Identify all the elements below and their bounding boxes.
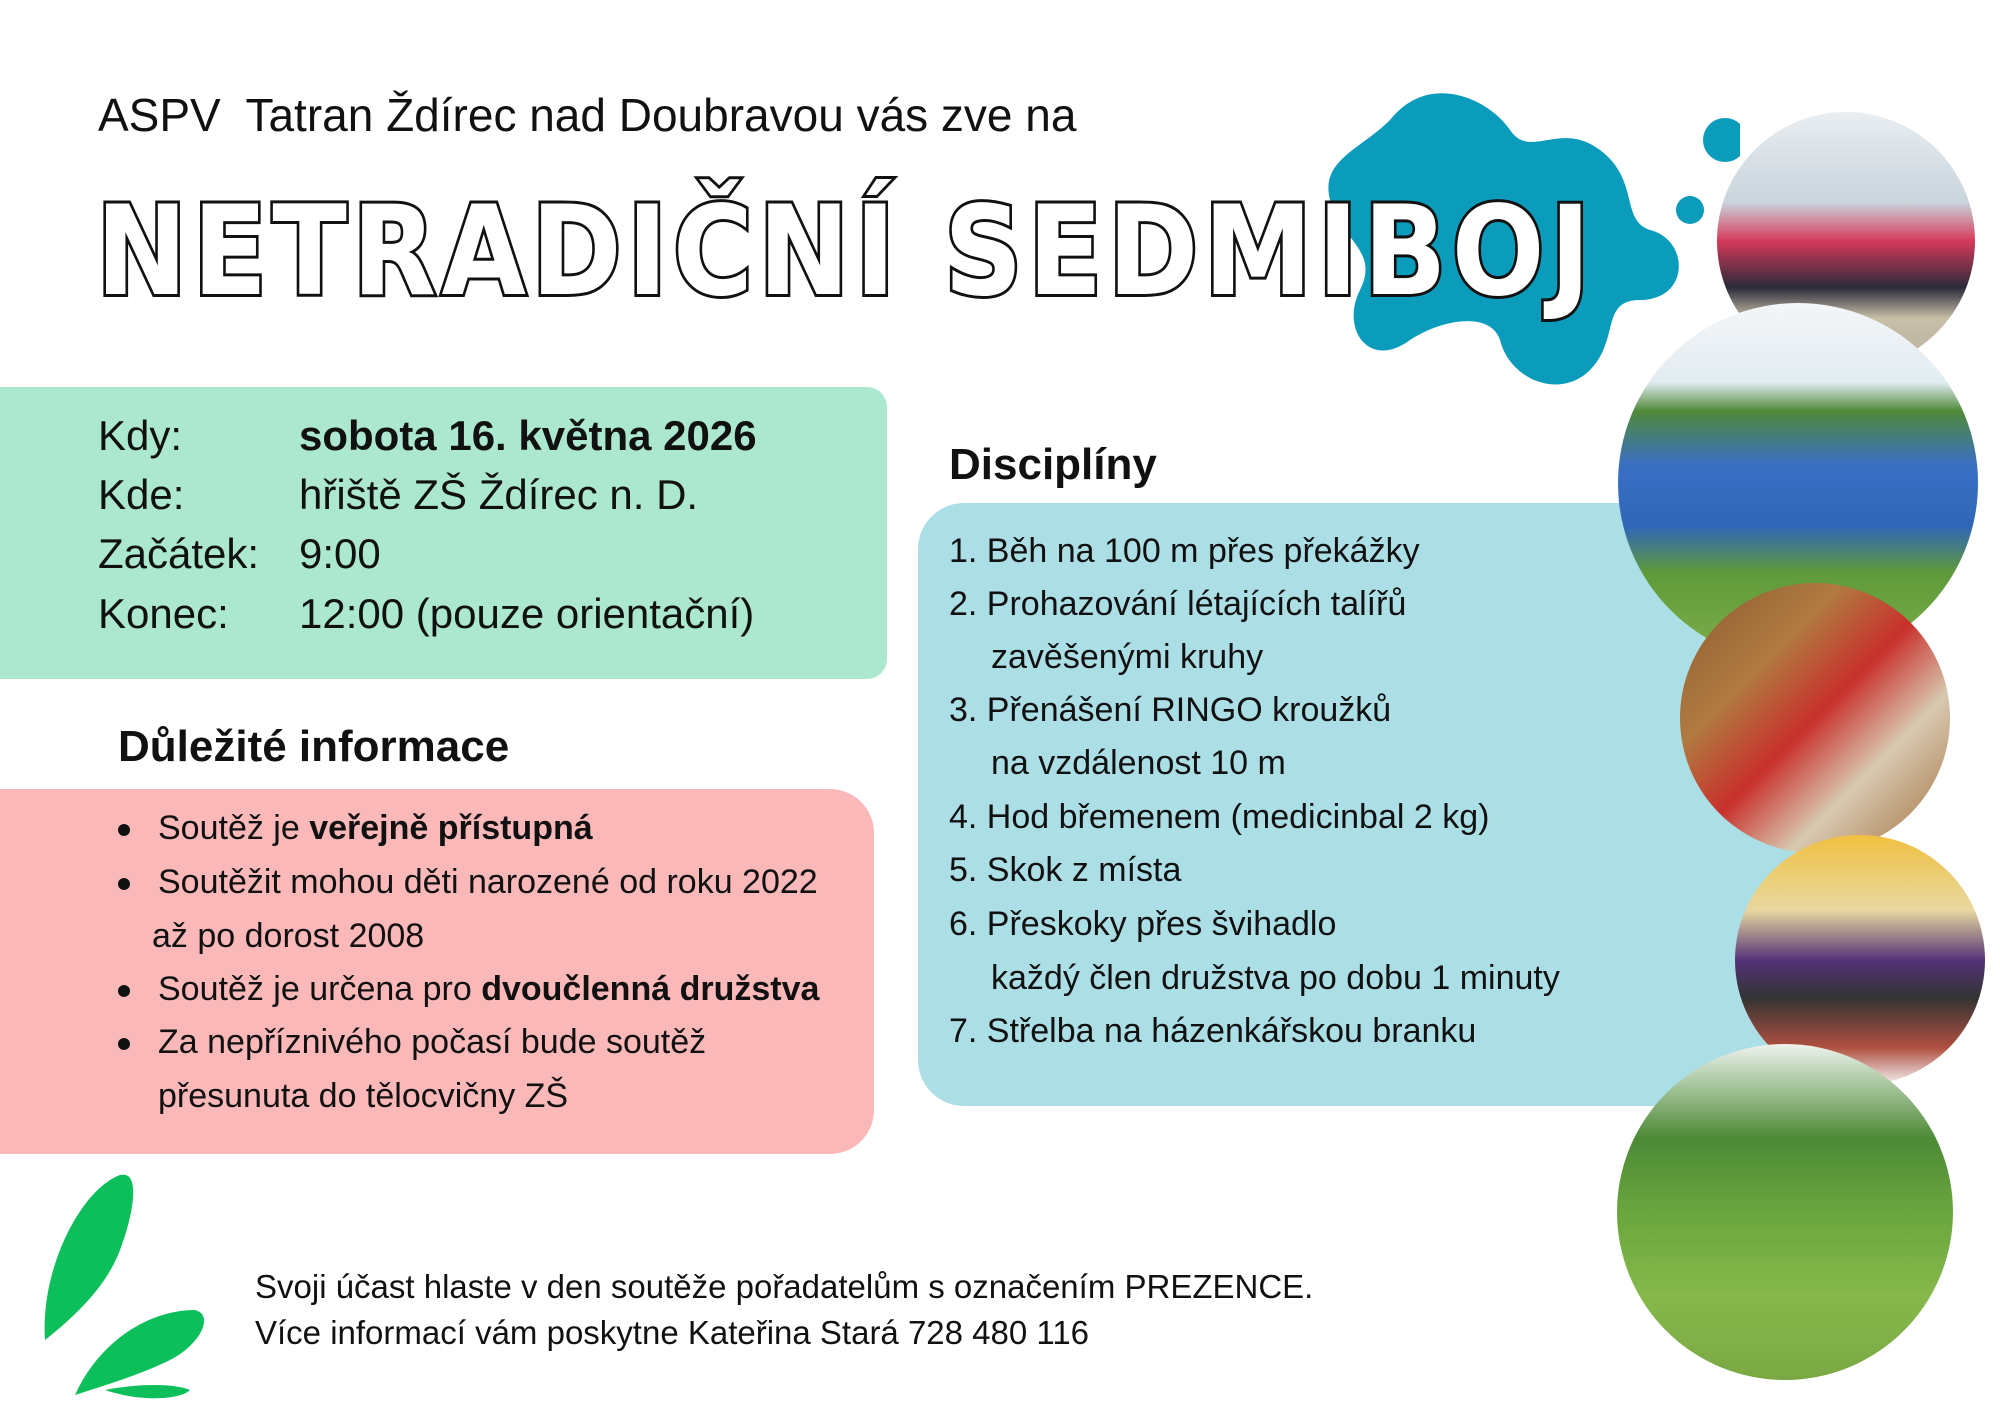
bullet-icon (118, 824, 130, 836)
discipline-item: 2. Prohazování létajících talířů (949, 585, 1407, 623)
discipline-item: 1. Běh na 100 m přes překážky (949, 532, 1420, 570)
detail-start (98, 530, 381, 578)
bullet-icon (118, 985, 130, 997)
info-bullet (158, 809, 593, 848)
invitation-subtitle: ASPV Tatran Ždírec nad Doubravou vás zve na (98, 89, 1077, 141)
info-panel (0, 789, 874, 1154)
event-details-panel (0, 387, 887, 679)
bullet-text: Soutěž je (158, 809, 310, 847)
leaves-decoration (40, 1170, 220, 1410)
discipline-item: 6. Přeskoky přes švihadlo (949, 905, 1337, 943)
detail-when (98, 412, 757, 460)
detail-end (98, 590, 754, 638)
footer-contact-info: Více informací vám poskytne Kateřina Stará 728 480 116 (255, 1314, 1090, 1351)
detail-value: hřiště ZŠ Ždírec n. D. (299, 471, 699, 518)
footer-registration-note: Svoji účast hlaste v den soutěže pořadatelům s označením PREZENCE. (255, 1268, 1314, 1305)
detail-label: Kdy: (98, 412, 183, 459)
bullet-text: Soutěž je určena pro (158, 970, 482, 1008)
info-bullet (158, 1023, 706, 1062)
photo-running-field (1617, 1044, 1953, 1380)
discipline-item-continuation: zavěšenými kruhy (991, 638, 1264, 676)
detail-value: sobota 16. května 2026 (299, 412, 757, 459)
event-title: NETRADIČNÍ SEDMIBOJ (96, 180, 1596, 324)
bullet-text: Za nepříznivého počasí bude soutěž (158, 1023, 707, 1061)
discipline-item: 3. Přenášení RINGO kroužků (949, 691, 1392, 729)
bullet-bold-text: dvoučlenná družstva (481, 970, 820, 1008)
detail-label: Konec: (98, 590, 229, 637)
info-bullet (158, 863, 818, 902)
detail-label: Kde: (98, 471, 185, 518)
info-bullet-continuation: přesunuta do tělocvičny ZŠ (158, 1077, 569, 1115)
detail-label: Začátek: (98, 530, 260, 577)
info-heading: Důležité informace (118, 722, 510, 771)
discipline-item: 4. Hod břemenem (medicinbal 2 kg) (949, 798, 1490, 836)
info-bullet (158, 970, 819, 1009)
disciplines-heading: Disciplíny (949, 440, 1157, 489)
bullet-text: Soutěžit mohou děti narozené od roku 2022 (158, 863, 818, 901)
info-bullet-continuation: až po dorost 2008 (152, 917, 425, 955)
bullet-icon (118, 878, 130, 890)
bullet-bold-text: veřejně přístupná (309, 809, 593, 847)
photo-award-ceremony (1680, 583, 1950, 853)
discipline-item-continuation: každý člen družstva po dobu 1 minuty (991, 959, 1560, 997)
discipline-item: 5. Skok z místa (949, 851, 1182, 889)
discipline-item: 7. Střelba na házenkářskou branku (949, 1012, 1477, 1050)
bullet-icon (118, 1038, 130, 1050)
detail-value: 9:00 (299, 530, 381, 577)
detail-where (98, 471, 698, 519)
detail-value: 12:00 (pouze orientační) (299, 590, 755, 637)
discipline-item-continuation: na vzdálenost 10 m (991, 744, 1286, 782)
